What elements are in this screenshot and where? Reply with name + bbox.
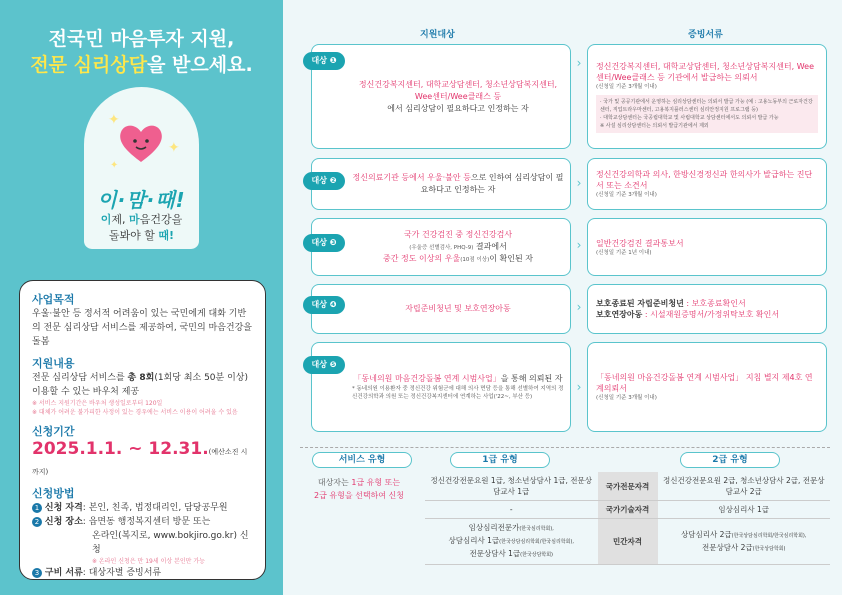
target-box-3: 국가 건강검진 중 정신건강검사 (우울증 선별검사, PHQ-9) 결과에서 중간 정도 이상의 우울(10점 이상)이 확인된 자 — [311, 218, 571, 276]
sparkle-icon: ✦ — [168, 140, 180, 156]
target-tag-5: 대상 ❺ — [303, 356, 345, 374]
target-box-5: 「동네의원 마음건강돌봄 연계 시범사업」을 통해 의뢰된 자 * 동네의원 이용환자 중 정신건강 위험군에 대해 의사 면담 등을 통해 선별하여 지역의 정신건강의학과 의원 또는 정신건강복지센터에 연계하는 사업('22~, 부산 등) — [311, 342, 571, 432]
method-item-cont: 온라인(복지로, www.bokjiro.go.kr) 신청 — [92, 531, 249, 555]
period-date: 2025.1.1. ~ 12.31.(예산소진 시까지) — [32, 439, 248, 476]
sparkle-icon: ✦ — [108, 112, 120, 128]
heart-icon — [118, 122, 164, 164]
sparkle-icon: ✦ — [110, 160, 119, 171]
content-title: 지원내용 — [32, 357, 75, 370]
grade-table — [425, 472, 830, 565]
table-row: 정신건강전문요원 1급, 청소년상담사 1급, 전문상담교사 1급 국가전문자격 정신건강전문요원 2급, 청소년상담사 2급, 전문상담교사 2급 — [425, 472, 830, 501]
method-item: 1 신청 자격: 본인, 친족, 법정대리인, 담당공무원 — [32, 501, 253, 515]
table-row: - 국가기술자격 임상심리사 1급 — [425, 501, 830, 519]
service-note: 대상자는 1급 유형 또는 2급 유형을 선택하여 신청 — [314, 478, 404, 500]
arrow-icon: › — [576, 56, 582, 70]
column-proof-header: 증빙서류 — [688, 30, 723, 40]
target-box-2: 정신의료기관 등에서 우울·불안 등으로 인하여 심리상담이 필요하다고 인정하는 자 — [311, 158, 571, 210]
column-target-header: 지원대상 — [420, 30, 455, 40]
table-row: 임상심리전문가(한국심리학회), 상담심리사 1급(한국상담심리학회/한국심리학회), 전문상담사 1급(한국상담학회) 민간자격 상담심리사 2급(한국상담심리학회/한국심리학회), 전문상담사 2급(한국상담학회) — [425, 519, 830, 565]
hero-title-line1: 전국민 마음투자 지원, — [48, 28, 235, 50]
arrow-icon: › — [576, 176, 582, 190]
target-tag-4: 대상 ❹ — [303, 296, 345, 314]
arrow-icon: › — [576, 300, 582, 314]
proof-box-5: 「동네의원 마음건강돌봄 연계 시범사업」 지침 별지 제4호 연계의뢰서 (신청일 기준 3개월 이내) — [587, 342, 827, 432]
info-box — [19, 280, 266, 580]
proof-box-3: 일반건강검진 결과통보서 (신청일 기준 1년 이내) — [587, 218, 827, 276]
service-type-pill: 서비스 유형 — [312, 452, 412, 468]
target-tag-2: 대상 ❷ — [303, 172, 345, 190]
grade1-pill: 1급 유형 — [450, 452, 550, 468]
method-item: 2 신청 장소: 읍면동 행정복지센터 방문 또는 — [32, 515, 253, 529]
method-item: 3 구비 서류: 대상자별 증빙서류 — [32, 566, 253, 580]
purpose-title: 사업목적 — [32, 293, 75, 306]
target-box-1: 정신건강복지센터, 대학교상담센터, 청소년상담복지센터, Wee센터/Wee클래스 등 에서 심리상담이 필요하다고 인정하는 자 — [311, 44, 571, 149]
proof-note-box: · 국가 및 공공기관에서 운영하는 심리상담센터는 의뢰서 발급 가능 (예 : 고용노동부의 근로자건강센터, 직업트라우마센터, 고용복지플러스센터 심리안정지원 프로그램 등) · 대학교상담센터는 국공립대학교 및 사립대학교 상담센터에서도 의뢰서 발급 가능 ※ 사설 심리상담센터는 의뢰서 발급기관에서 제외 — [596, 95, 818, 133]
hero-title-line2: 전문 심리상담을 받으세요. — [30, 54, 253, 76]
content-note: ※ 서비스 지원기간은 바우처 생성일로부터 120일 — [32, 400, 163, 407]
target-tag-1: 대상 ❶ — [303, 52, 345, 70]
arrow-icon: › — [576, 380, 582, 394]
target-box-4: 자립준비청년 및 보호연장아동 — [311, 284, 571, 334]
proof-box-2: 정신건강의학과 의사, 한방신경정신과 한의사가 발급하는 진단서 또는 소견서 (신청일 기준 3개월 이내) — [587, 158, 827, 210]
method-note: ※ 온라인 신청은 만 19세 이상 본인만 가능 — [92, 558, 205, 565]
proof-box-4: 보호종료된 자립준비청년 : 보호종료확인서 보호연장아동 : 시설재원증명서/가정위탁보호 확인서 — [587, 284, 827, 334]
slogan-sub: 이제, 마음건강을 돌봐야 할 때! — [100, 213, 183, 242]
period-title: 신청기간 — [32, 425, 75, 438]
arrow-icon: › — [576, 238, 582, 252]
purpose-text: 우울·불안 등 정서적 어려움이 있는 국민에게 대화 기반의 전문 심리상담 서비스를 제공하여, 국민의 마음건강을 돌봄 — [32, 309, 252, 347]
content-note: ※ 대체가 어려운 불가피한 사정이 있는 경우에는 서비스 이용이 어려울 수 있음 — [32, 409, 238, 416]
method-title: 신청방법 — [32, 487, 75, 500]
grade2-pill: 2급 유형 — [680, 452, 780, 468]
divider — [300, 447, 830, 448]
proof-box-1: 정신건강복지센터, 대학교상담센터, 청소년상담복지센터, Wee센터/Wee클래스 등 기관에서 발급하는 의뢰서 (신청일 기준 3개월 이내) · 국가 및 공공기관에서 운영하는 심리상담센터는 의뢰서 발급 가능 (예 : 고용노동부의 근로자건강센터, 직업트라우마센터, 고용복지플러스센터 심리안정지원 프로그램 등) · 대학교상담센터는 국공립대학교 및 사립대학교 상담센터에서도 의뢰서 발급 가능 ※ 사설 심리상담센터는 의뢰서 발급기관에서 제외 — [587, 44, 827, 149]
slogan: 이·맘·때! — [97, 188, 186, 212]
target-tag-3: 대상 ❸ — [303, 234, 345, 252]
content-text: 전문 심리상담 서비스를 총 8회(1회당 최소 50분 이상) 이용할 수 있는 바우처 제공 — [32, 373, 248, 397]
